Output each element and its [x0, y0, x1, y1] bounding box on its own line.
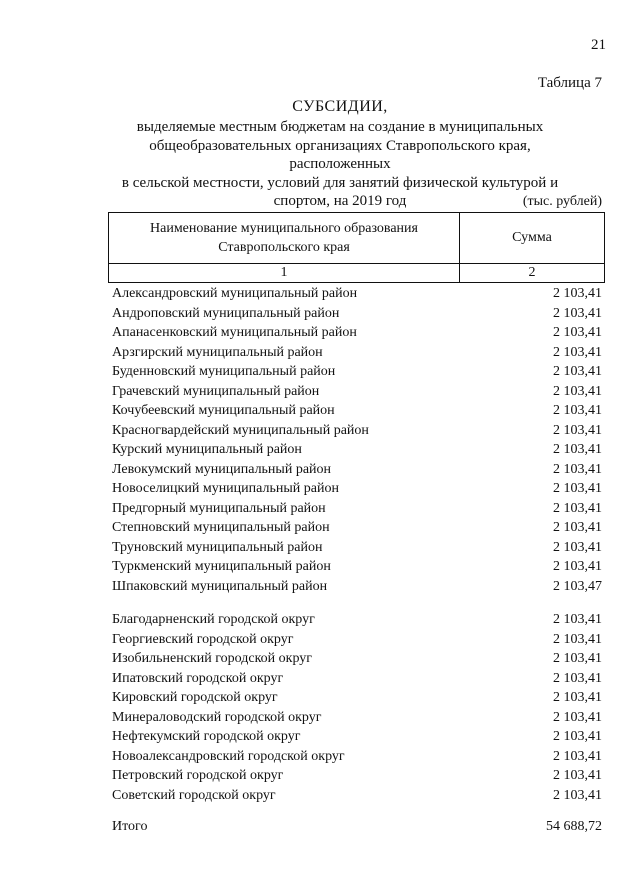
group-spacer [112, 596, 602, 610]
table-row [112, 499, 602, 519]
row-name: Изобильненский городской округ [112, 651, 313, 666]
row-amount: 2 103,41 [553, 364, 602, 379]
table-row [112, 304, 602, 324]
row-name: Красногвардейский муниципальный район [112, 422, 369, 438]
row-amount: 2 103,41 [553, 461, 602, 477]
row-amount: 2 103,41 [553, 422, 602, 438]
districts-group [112, 284, 602, 596]
row-name: Новоалександровский городской округ [112, 748, 345, 764]
row-amount: 2 103,41 [553, 559, 602, 574]
subtitle-line: спортом, на 2019 год [273, 193, 407, 209]
row-name: Александровский муниципальный район [112, 286, 358, 301]
table-row [112, 538, 602, 558]
row-name: Георгиевский городской округ [112, 631, 294, 647]
table-label: Таблица 7 [537, 75, 602, 91]
table-row [112, 343, 602, 363]
row-amount: 2 103,41 [553, 612, 602, 627]
row-amount: 2 103,41 [553, 709, 602, 725]
row-name: Степновский муниципальный район [112, 520, 330, 535]
subtitle-line: в сельской местности, условий для занятий физической культурой и [121, 174, 559, 191]
row-name: Андроповский муниципальный район [112, 305, 340, 321]
row-amount: 2 103,41 [553, 520, 602, 535]
table-row [112, 610, 602, 630]
header-name-line: Наименование муниципального образования [150, 221, 418, 236]
row-name: Буденновский муниципальный район [112, 364, 336, 379]
units-label: (тыс. рублей) [522, 194, 602, 209]
row-name: Апанасенковский муниципальный район [112, 325, 357, 340]
table-row [112, 557, 602, 577]
table-row [112, 518, 602, 538]
row-name: Труновский муниципальный район [112, 539, 323, 555]
total-amount: 54 688,72 [546, 819, 602, 834]
row-name: Нефтекумский городской округ [112, 729, 301, 744]
table-row [112, 323, 602, 343]
header-name-cell [109, 213, 460, 264]
table-row [112, 727, 602, 747]
table-row [112, 669, 602, 689]
row-name: Кочубеевский муниципальный район [112, 403, 335, 418]
column-number-2: 2 [460, 264, 605, 283]
row-name: Предгорный муниципальный район [112, 500, 326, 516]
table-row [112, 440, 602, 460]
table-row [112, 747, 602, 767]
row-name: Кировский городской округ [112, 690, 278, 705]
table-body [112, 284, 602, 837]
row-amount: 2 103,41 [553, 500, 602, 516]
table-row [112, 766, 602, 786]
row-amount: 2 103,41 [553, 305, 602, 321]
row-amount: 2 103,41 [553, 481, 602, 496]
row-amount: 2 103,41 [553, 344, 602, 360]
row-amount: 2 103,41 [553, 286, 602, 301]
table-row [112, 479, 602, 499]
document-title: СУБСИДИИ, [292, 98, 388, 115]
row-name: Новоселицкий муниципальный район [112, 481, 339, 496]
row-amount: 2 103,41 [553, 651, 602, 666]
row-amount: 2 103,41 [553, 631, 602, 647]
table-row [112, 688, 602, 708]
row-name: Арзгирский муниципальный район [112, 344, 323, 360]
table-row [112, 460, 602, 480]
row-amount: 2 103,41 [553, 670, 602, 686]
row-amount: 2 103,41 [553, 768, 602, 783]
row-amount: 2 103,41 [553, 787, 602, 803]
page-number: 21 [591, 37, 606, 53]
header-name-line: Ставропольского края [218, 240, 350, 255]
table-row [112, 708, 602, 728]
row-amount: 2 103,41 [553, 325, 602, 340]
row-amount: 2 103,41 [553, 690, 602, 705]
table-row [112, 630, 602, 650]
table-header [108, 212, 605, 283]
row-amount: 2 103,41 [553, 748, 602, 764]
table-row [112, 362, 602, 382]
row-name: Курский муниципальный район [112, 442, 302, 457]
row-amount: 2 103,41 [553, 539, 602, 555]
table-row [112, 284, 602, 304]
subtitle-line: общеобразовательных организациях Ставропольского края, расположенных [149, 137, 531, 172]
row-name: Ипатовский городской округ [112, 670, 284, 686]
table-row [112, 786, 602, 806]
row-amount: 2 103,41 [553, 442, 602, 457]
total-label: Итого [112, 819, 148, 834]
table-row [112, 577, 602, 597]
row-name: Туркменский муниципальный район [112, 559, 331, 574]
row-name: Советский городской округ [112, 787, 276, 803]
table-row [112, 401, 602, 421]
row-name: Благодарненский городской округ [112, 612, 315, 627]
document-heading [100, 96, 580, 211]
header-sum-cell: Сумма [460, 213, 605, 264]
table-row [112, 649, 602, 669]
row-name: Шпаковский муниципальный район [112, 578, 328, 594]
table-row [112, 382, 602, 402]
row-name: Петровский городской округ [112, 768, 284, 783]
column-number-1: 1 [109, 264, 460, 283]
row-amount: 2 103,41 [553, 403, 602, 418]
subtitle-line: выделяемые местным бюджетам на создание в муниципальных [136, 119, 544, 135]
row-name: Левокумский муниципальный район [112, 461, 332, 477]
row-name: Минераловодский городской округ [112, 709, 322, 725]
total-row [112, 817, 602, 837]
table-row [112, 421, 602, 441]
row-amount: 2 103,47 [553, 578, 602, 594]
row-amount: 2 103,41 [553, 383, 602, 399]
row-name: Грачевский муниципальный район [112, 383, 320, 399]
row-amount: 2 103,41 [553, 729, 602, 744]
city-districts-group [112, 610, 602, 805]
